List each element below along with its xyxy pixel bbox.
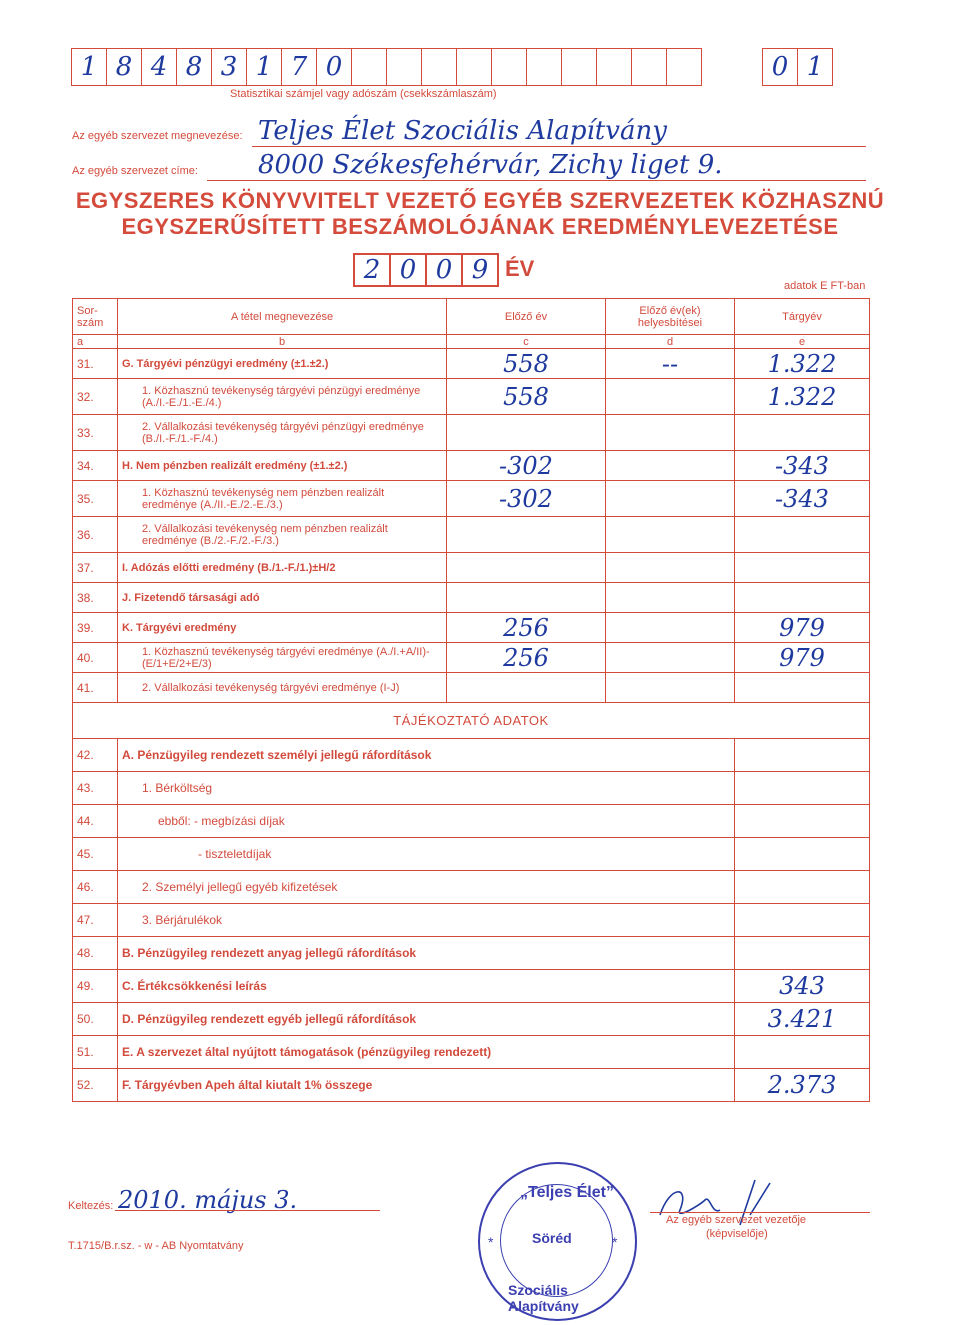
row-number: 38. [73,583,118,613]
info-row-number: 49. [73,970,118,1003]
row-current-value [735,553,870,583]
number-cell-digit: 8 [115,52,133,82]
row-number: 32. [73,379,118,415]
info-row [73,1003,870,1036]
number-cell [421,48,457,86]
info-row-current-value [735,937,870,970]
number-cell-digit: 3 [220,52,238,82]
row-correction-value [606,583,735,613]
info-row-label: C. Értékcsökkenési leírás [118,970,735,1003]
info-row [73,970,870,1003]
stamp-center-text: Söréd [532,1230,572,1246]
signature-caption-1: Az egyéb szervezet vezetője [666,1214,807,1226]
info-title: TÁJÉKOZTATÓ ADATOK [73,703,870,739]
letter-a: a [73,335,118,349]
number-cell [797,48,833,86]
number-cell [176,48,212,86]
row-label: K. Tárgyévi eredmény [118,613,447,643]
header-elozo: Előző év [447,299,606,335]
info-row [73,805,870,838]
row-label: 1. Közhasznú tevékenység tárgyévi pénzügyi eredménye (A./I.-E./1.-E./4.) [118,379,447,415]
year-digit: 9 [471,255,489,285]
row-current-value: -343 [735,451,870,481]
number-cell [526,48,562,86]
number-cell-digit: 7 [290,52,308,82]
year-cell [353,253,391,287]
header-helyesbites: Előző év(ek) helyesbítései [606,299,735,335]
org-name-underline [252,146,866,147]
table-row [73,553,870,583]
info-row-label: - tiszteletdíjak [118,838,735,871]
row-prev-value [447,583,606,613]
info-row [73,739,870,772]
row-number: 34. [73,451,118,481]
stamp-top-text: „Teljes Élet” [520,1184,614,1201]
table-row [73,613,870,643]
info-row-current-value [735,739,870,772]
year-digit: 0 [435,255,453,285]
number-cell [281,48,317,86]
info-row-label: 2. Személyi jellegű egyéb kifizetések [118,871,735,904]
form-code: T.1715/B.r.sz. - w - AB Nyomtatvány [68,1240,244,1252]
year-label: ÉV [505,256,535,281]
number-cell [456,48,492,86]
row-correction-value [606,481,735,517]
date-underline [115,1210,380,1211]
row-correction-value: -- [606,349,735,379]
number-cell [71,48,107,86]
table-row [73,415,870,451]
row-correction-value [606,643,735,673]
info-row-number: 51. [73,1036,118,1069]
row-correction-value [606,553,735,583]
form-title-line1: EGYSZERES KÖNYVVITELT VEZETŐ EGYÉB SZERVEZETEK KÖZHASZNÚ [75,188,885,213]
row-number: 33. [73,415,118,451]
info-row-label: D. Pénzügyileg rendezett egyéb jellegű ráfordítások [118,1003,735,1036]
year-cell [389,253,427,287]
row-prev-value: 558 [447,349,606,379]
row-label: 2. Vállalkozási tevékenység tárgyévi pénzügyi eredménye (B./I.-F./1.-F./4.) [118,415,447,451]
row-label: J. Fizetendő társasági adó [118,583,447,613]
number-cell-digit: 1 [80,52,98,82]
row-current-value: 979 [735,613,870,643]
org-name-value: Teljes Élet Szociális Alapítvány [258,116,667,146]
date-value: 2010. május 3. [118,1186,298,1214]
table-row [73,349,870,379]
row-correction-value [606,613,735,643]
row-prev-value [447,553,606,583]
row-prev-value: 558 [447,379,606,415]
info-row-current-value: 3.421 [735,1003,870,1036]
row-label: G. Tárgyévi pénzügyi eredmény (±1.±2.) [118,349,447,379]
info-row-current-value [735,904,870,937]
info-row-number: 46. [73,871,118,904]
info-row-current-value [735,772,870,805]
row-current-value: 979 [735,643,870,673]
year-digit: 0 [399,255,417,285]
number-cell [491,48,527,86]
row-label: 2. Vállalkozási tevékenység nem pénzben realizált eredménye (B./2.-F./2.-F./3.) [118,517,447,553]
row-number: 40. [73,643,118,673]
org-address-value: 8000 Székesfehérvár, Zichy liget 9. [258,150,723,180]
info-row-number: 48. [73,937,118,970]
info-row-number: 42. [73,739,118,772]
number-cell [211,48,247,86]
letter-d: d [606,335,735,349]
row-current-value: 1.322 [735,349,870,379]
table-row [73,583,870,613]
info-row [73,937,870,970]
row-label: H. Nem pénzben realizált eredmény (±1.±2.) [118,451,447,481]
number-cell [561,48,597,86]
year-cell [461,253,499,287]
org-address-underline [207,180,866,181]
row-label: 2. Vállalkozási tevékenység tárgyévi eredménye (I-J) [118,673,447,703]
year-cell [425,253,463,287]
number-cell-digit: 4 [150,52,168,82]
number-cell [631,48,667,86]
table-row [73,517,870,553]
stamp-bottom-text: Szociális Alapítvány [508,1282,579,1314]
info-row-current-value: 343 [735,970,870,1003]
row-correction-value [606,415,735,451]
number-cell [106,48,142,86]
row-current-value [735,583,870,613]
row-number: 35. [73,481,118,517]
row-current-value [735,673,870,703]
table-letter-row [73,335,870,349]
row-number: 36. [73,517,118,553]
info-row-current-value [735,871,870,904]
row-prev-value: 256 [447,613,606,643]
unit-note: adatok E FT-ban [784,280,866,292]
row-current-value [735,517,870,553]
info-row-label: 3. Bérjárulékok [118,904,735,937]
info-row-current-value: 2.373 [735,1069,870,1102]
info-row-label: B. Pénzügyileg rendezett anyag jellegű ráfordítások [118,937,735,970]
row-correction-value [606,673,735,703]
date-label: Keltezés: [68,1200,114,1212]
table-row [73,673,870,703]
info-row-number: 44. [73,805,118,838]
table-row [73,643,870,673]
form-title-line2: EGYSZERŰSÍTETT BESZÁMOLÓJÁNAK EREDMÉNYLEVEZETÉSE [121,214,839,239]
number-cell [596,48,632,86]
info-row-number: 50. [73,1003,118,1036]
info-row-label: ebből: - megbízási díjak [118,805,735,838]
stamp-star-left: * [488,1234,494,1250]
info-row [73,1036,870,1069]
row-prev-value [447,517,606,553]
row-prev-value: -302 [447,451,606,481]
year-digit: 2 [363,255,381,285]
row-number: 37. [73,553,118,583]
number-cell [316,48,352,86]
row-prev-value [447,415,606,451]
number-cell-digit: 1 [255,52,273,82]
row-current-value: -343 [735,481,870,517]
info-row [73,1069,870,1102]
number-cell [666,48,702,86]
row-number: 41. [73,673,118,703]
row-number: 31. [73,349,118,379]
number-cell [762,48,798,86]
row-correction-value [606,517,735,553]
info-row [73,904,870,937]
info-row [73,871,870,904]
number-cell-digit: 8 [185,52,203,82]
statistical-number-cells [72,48,833,84]
number-cell-digit: 0 [771,52,789,82]
signature-line [650,1212,870,1213]
info-row-current-value [735,805,870,838]
info-row-label: A. Pénzügyileg rendezett személyi jellegű ráfordítások [118,739,735,772]
info-row-number: 47. [73,904,118,937]
table-row [73,379,870,415]
row-correction-value [606,379,735,415]
row-number: 39. [73,613,118,643]
info-row [73,838,870,871]
header-sorszam: Sor- szám [73,299,118,335]
info-row-number: 43. [73,772,118,805]
row-correction-value [606,451,735,481]
signature-drawing [650,1175,810,1235]
org-address-label: Az egyéb szervezet címe: [72,165,198,177]
header-targyev: Tárgyév [735,299,870,335]
info-title-row [73,703,870,739]
row-current-value [735,415,870,451]
number-cell-digit: 1 [806,52,824,82]
row-current-value: 1.322 [735,379,870,415]
info-row-number: 52. [73,1069,118,1102]
number-cell-digit: 0 [325,52,343,82]
org-name-label: Az egyéb szervezet megnevezése: [72,130,243,142]
table-row [73,481,870,517]
number-cell [141,48,177,86]
number-cell [246,48,282,86]
letter-b: b [118,335,447,349]
info-row-current-value [735,1036,870,1069]
year-box [355,253,499,287]
info-row [73,772,870,805]
letter-c: c [447,335,606,349]
signature-caption-2: (képviselője) [706,1228,768,1240]
number-cell [386,48,422,86]
row-label: 1. Közhasznú tevékenység nem pénzben realizált eredménye (A./II.-E./2.-E./3.) [118,481,447,517]
info-row-label: F. Tárgyévben Apeh által kiutalt 1% összege [118,1069,735,1102]
row-prev-value: 256 [447,643,606,673]
letter-e: e [735,335,870,349]
table-header-row [73,299,870,335]
info-row-current-value [735,838,870,871]
table-row [73,451,870,481]
header-tetel: A tétel megnevezése [118,299,447,335]
row-prev-value [447,673,606,703]
results-table [72,298,870,1102]
info-row-label: 1. Bérköltség [118,772,735,805]
stamp-star-right: * [612,1234,618,1250]
organization-stamp [478,1162,637,1321]
info-row-number: 45. [73,838,118,871]
number-caption: Statisztikai számjel vagy adószám (csekkszámlaszám) [230,88,497,100]
number-cell [351,48,387,86]
row-prev-value: -302 [447,481,606,517]
row-label: I. Adózás előtti eredmény (B./1.-F./1.)±H/2 [118,553,447,583]
info-row-label: E. A szervezet által nyújtott támogatások (pénzügyileg rendezett) [118,1036,735,1069]
row-label: 1. Közhasznú tevékenység tárgyévi eredménye (A./I.+A/II)-(E/1+E/2+E/3) [118,643,447,673]
